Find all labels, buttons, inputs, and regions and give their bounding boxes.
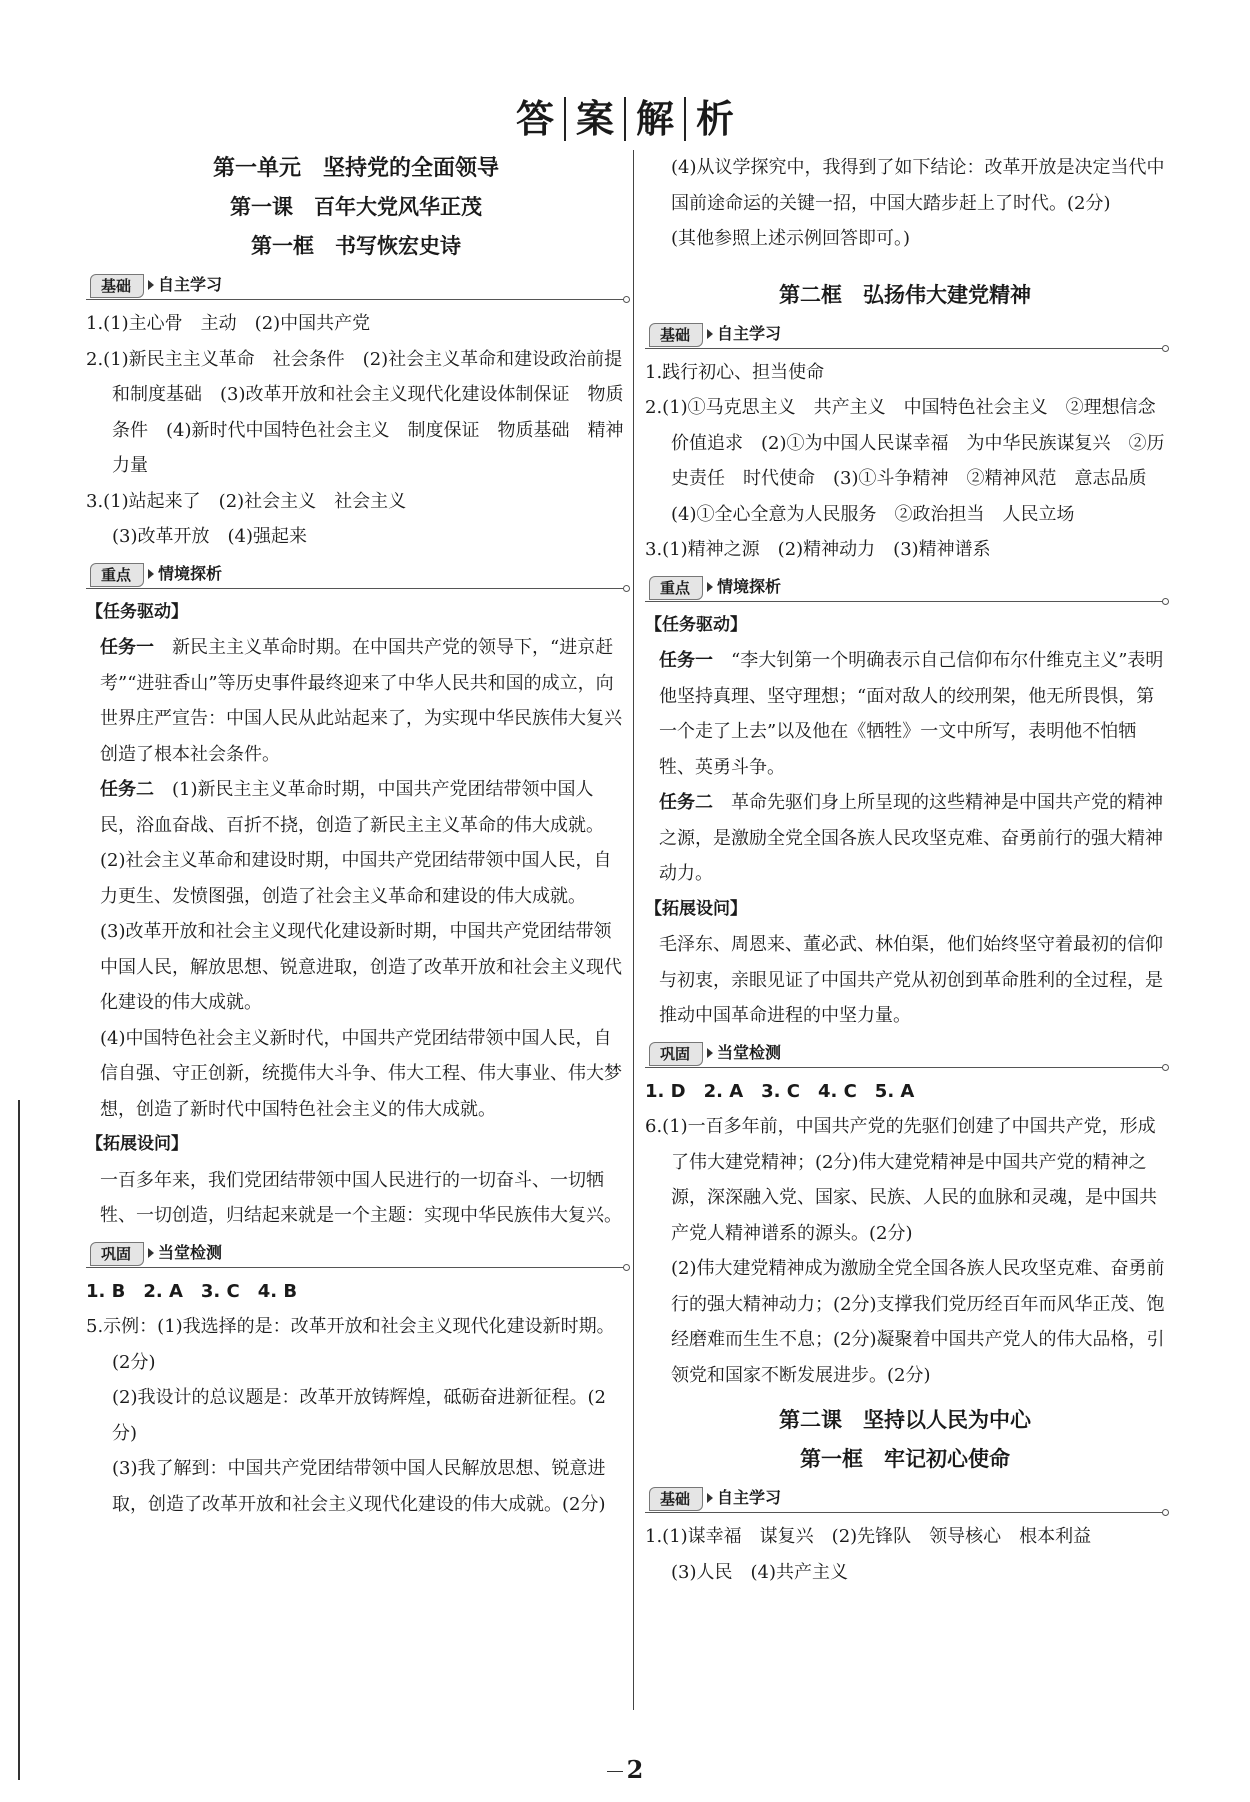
left-column bbox=[86, 150, 626, 1522]
section-label: 自主学习 bbox=[717, 323, 782, 343]
task-paragraph: (2)社会主义革命和建设时期，中国共产党团结带领中国人民，自力更生、发愤图强，创造了社会主义革命和建设的伟大成就。 bbox=[100, 850, 612, 907]
unit-title: 第一单元 坚持党的全面领导 bbox=[212, 156, 499, 181]
section-label: 自主学习 bbox=[717, 1488, 782, 1507]
answer-item: (其他参照上述示例回答即可。) bbox=[671, 228, 911, 249]
arrow-right-icon bbox=[707, 329, 713, 339]
task-paragraph: (3)改革开放和社会主义现代化建设新时期，中国共产党团结带领中国人民，解放思想、锐意进取，创造了改革开放和社会主义现代化建设的伟大成就。 bbox=[100, 921, 622, 1013]
subsection-heading: 【拓展设问】 bbox=[86, 1134, 188, 1154]
task-paragraph: (4)中国特色社会主义新时代，中国共产党团结带领中国人民，自信自强、守正创新，统揽伟大斗争、伟大工程、伟大事业、伟大梦想，创造了新时代中国特色社会主义的伟大成就。 bbox=[100, 1027, 622, 1120]
arrow-right-icon bbox=[148, 569, 154, 579]
section-badge: 巩固 bbox=[649, 1042, 703, 1066]
task-text: “李大钊第一个明确表示自己信仰布尔什维克主义”表明他坚持真理、坚守理想；“面对敌人的绞刑架，他无所畏惧，第一个走了上去”以及他在《牺牲》一文中所写，表明他不怕牺牲、英勇斗争。 bbox=[659, 650, 1164, 778]
right-column bbox=[645, 150, 1174, 1590]
answer-item: 3.(1)精神之源 (2)精神动力 (3)精神谱系 bbox=[645, 539, 991, 560]
answer-item: (3)我了解到：中国共产党团结带领中国人民解放思想、锐意进取，创造了改革开放和社会主义现代化建设的伟大成就。(2分) bbox=[112, 1458, 606, 1515]
task-label: 任务一 bbox=[100, 637, 154, 658]
page-number: 2 bbox=[0, 1755, 1250, 1784]
section-rule bbox=[86, 588, 626, 589]
choice-answers: 1. D 2. A 3. C 4. C 5. A bbox=[645, 1080, 915, 1102]
answer-item: 3.(1)站起来了 (2)社会主义 社会主义 bbox=[86, 490, 407, 512]
task-label: 任务二 bbox=[100, 779, 154, 800]
answer-item: 6.(1)一百多年前，中国共产党的先驱们创建了中国共产党，形成了伟大建党精神；(2分)伟大建党精神是中国共产党的精神之源，深深融入党、国家、民族、人民的血脉和灵魂，是中国共产党人精神谱系的源头。(2分) bbox=[645, 1116, 1157, 1244]
task-paragraph bbox=[86, 630, 626, 772]
subsection-heading: 【拓展设问】 bbox=[645, 898, 747, 919]
frame-title: 第一框 书写恢宏史诗 bbox=[251, 234, 461, 258]
section-badge: 巩固 bbox=[90, 1242, 144, 1266]
lesson-title: 第二课 坚持以人民为中心 bbox=[779, 1408, 1031, 1432]
extension-paragraph: 一百多年来，我们党团结带领中国人民进行的一切奋斗、一切牺牲、一切创造，归结起来就是一个主题：实现中华民族伟大复兴。 bbox=[100, 1169, 622, 1226]
subsection-heading: 【任务驱动】 bbox=[86, 601, 188, 622]
answer-item: (2)伟大建党精神成为激励全党全国各族人民攻坚克难、奋勇前行的强大精神动力；(2分)支撑我们党历经百年而风华正茂、饱经磨难而生生不息；(2分)凝聚着中国共产党人的伟大品格，引领党和国家不断发展进步。(2分) bbox=[671, 1258, 1165, 1386]
section-header-consolidate bbox=[645, 1040, 1165, 1070]
column-divider bbox=[633, 150, 634, 1710]
subsection-heading: 【任务驱动】 bbox=[645, 614, 747, 635]
task-paragraph bbox=[86, 772, 626, 843]
answer-item: 5.示例：(1)我选择的是：改革开放和社会主义现代化建设新时期。(2分) bbox=[86, 1316, 615, 1373]
section-rule bbox=[86, 1267, 626, 1268]
task-text: 新民主主义革命时期。在中国共产党的领导下，“进京赶考”“进驻香山”等历史事件最终迎来了中华人民共和国的成立，向世界庄严宣告：中国人民从此站起来了，为实现中华民族伟大复兴创造了根本社会条件。 bbox=[100, 637, 622, 765]
lesson-title: 第一课 百年大党风华正茂 bbox=[230, 195, 482, 219]
section-rule bbox=[645, 1067, 1165, 1068]
section-badge: 基础 bbox=[649, 1487, 703, 1511]
answer-item: 2.(1)新民主主义革命 社会条件 (2)社会主义革命和建设政治前提和制度基础 (3)改革开放和社会主义现代化建设体制保证 物质条件 (4)新时代中国特色社会主义 制度保证 物质基础 精神力量 bbox=[86, 348, 624, 476]
arrow-right-icon bbox=[707, 1493, 713, 1503]
answer-item: 2.(1)①马克思主义 共产主义 中国特色社会主义 ②理想信念 价值追求 (2)①为中国人民谋幸福 为中华民族谋复兴 ②历史责任 时代使命 (3)①斗争精神 ②精神风范 意志品质 (4)①全心全意为人民服务 ②政治担当 人民立场 bbox=[645, 397, 1174, 525]
task-label: 任务一 bbox=[659, 650, 713, 671]
section-header-consolidate bbox=[86, 1240, 626, 1270]
answer-item: 1.践行初心、担当使命 bbox=[645, 361, 825, 383]
arrow-right-icon bbox=[707, 582, 713, 592]
extension-paragraph: 毛泽东、周恩来、董必武、林伯渠，他们始终坚守着最初的信仰与初衷，亲眼见证了中国共产党从初创到革命胜利的全过程，是推动中国革命进程的中坚力量。 bbox=[659, 934, 1163, 1026]
task-text: (1)新民主主义革命时期，中国共产党团结带领中国人民，浴血奋战、百折不挠，创造了新民主主义革命的伟大成就。 bbox=[100, 779, 604, 836]
section-badge: 基础 bbox=[649, 323, 703, 347]
choice-answers: 1. B 2. A 3. C 4. B bbox=[86, 1280, 298, 1302]
section-label: 当堂检测 bbox=[158, 1242, 223, 1262]
section-label: 当堂检测 bbox=[717, 1042, 782, 1062]
answer-item: 1.(1)主心骨 主动 (2)中国共产党 bbox=[86, 313, 371, 334]
answer-item: (4)从议学探究中，我得到了如下结论：改革开放是决定当代中国前途命运的关键一招，中国大踏步赶上了时代。(2分) bbox=[671, 157, 1165, 214]
answer-item: (3)改革开放 (4)强起来 bbox=[112, 526, 307, 547]
task-paragraph bbox=[645, 643, 1165, 785]
section-header-basic bbox=[645, 321, 1165, 351]
frame-title: 第二框 弘扬伟大建党精神 bbox=[779, 282, 1031, 307]
section-badge: 重点 bbox=[90, 563, 144, 587]
answer-item: (3)人民 (4)共产主义 bbox=[671, 1561, 848, 1583]
section-header-basic bbox=[645, 1485, 1165, 1515]
section-rule bbox=[86, 299, 626, 300]
section-label: 自主学习 bbox=[158, 275, 223, 294]
arrow-right-icon bbox=[707, 1048, 713, 1058]
arrow-right-icon bbox=[148, 1248, 154, 1258]
answer-item: 1.(1)谋幸福 谋复兴 (2)先锋队 领导核心 根本利益 bbox=[645, 1526, 1092, 1547]
section-label: 情境探析 bbox=[158, 563, 223, 583]
arrow-right-icon bbox=[148, 280, 154, 290]
section-header-basic bbox=[86, 272, 626, 302]
page-title: 答 案 解 析 bbox=[0, 88, 1250, 143]
task-paragraph bbox=[645, 785, 1165, 892]
section-rule bbox=[645, 348, 1165, 349]
section-header-key bbox=[645, 574, 1165, 604]
section-rule bbox=[645, 601, 1165, 602]
task-text: 革命先驱们身上所呈现的这些精神是中国共产党的精神之源，是激励全党全国各族人民攻坚克难、奋勇前行的强大精神动力。 bbox=[659, 792, 1163, 884]
task-label: 任务二 bbox=[659, 792, 713, 813]
section-label: 情境探析 bbox=[717, 576, 782, 596]
section-badge: 重点 bbox=[649, 576, 703, 600]
scan-edge-line bbox=[18, 1100, 20, 1780]
frame-title: 第一框 牢记初心使命 bbox=[800, 1447, 1010, 1471]
section-header-key bbox=[86, 561, 626, 591]
answer-item: (2)我设计的总议题是：改革开放铸辉煌，砥砺奋进新征程。(2分) bbox=[112, 1387, 606, 1444]
section-badge: 基础 bbox=[90, 274, 144, 298]
section-rule bbox=[645, 1512, 1165, 1513]
